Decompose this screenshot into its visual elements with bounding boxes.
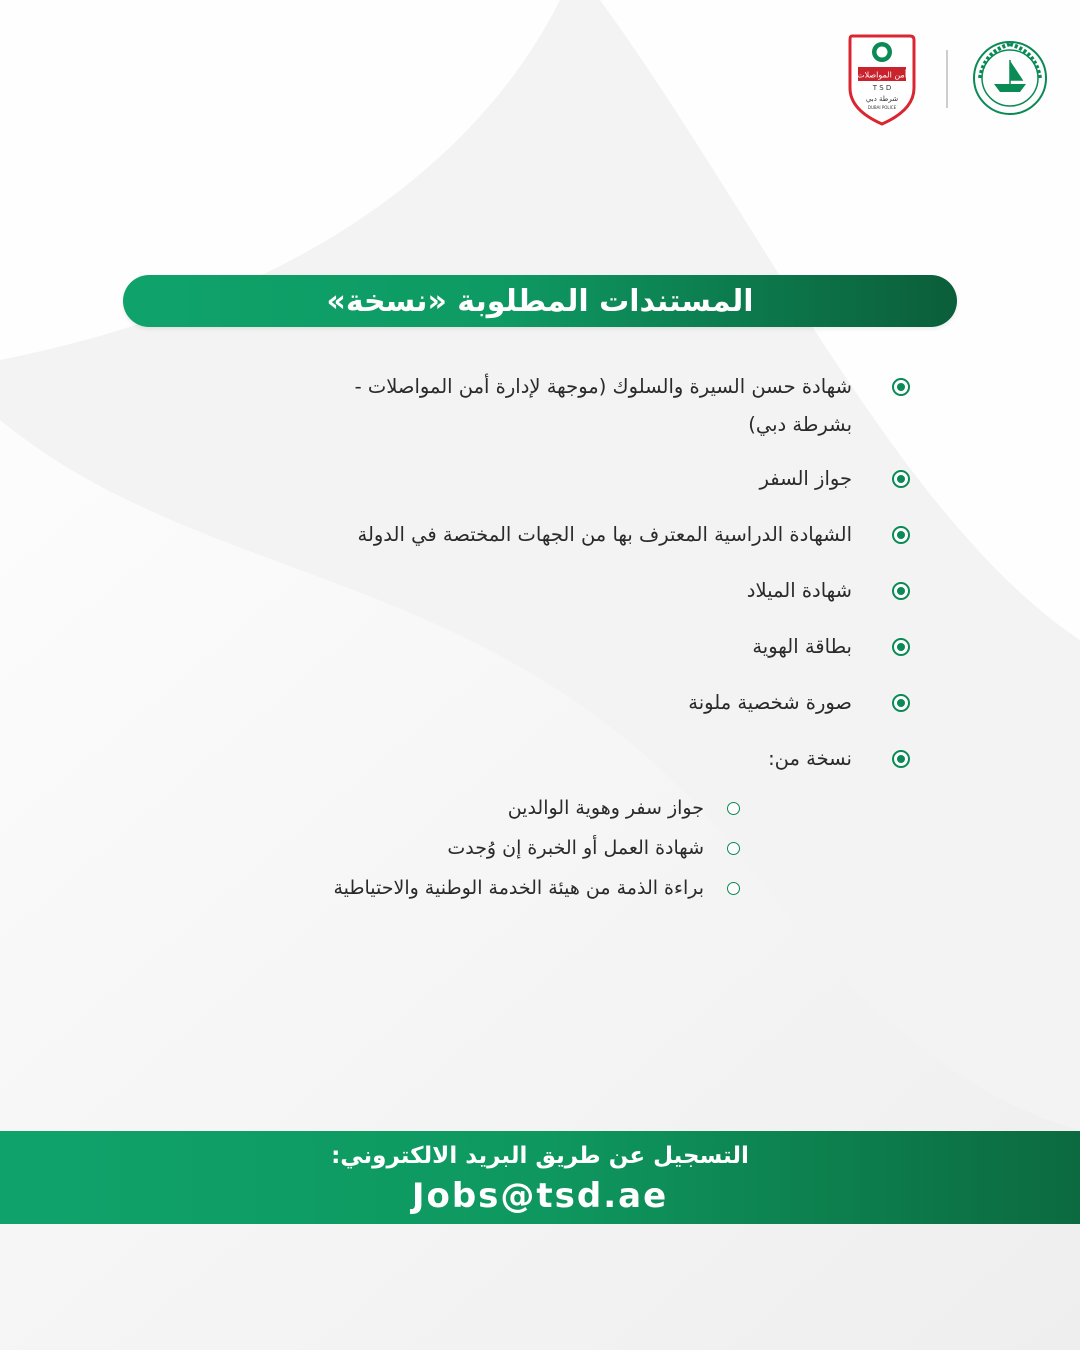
list-item-text: نسخة من: (768, 747, 852, 770)
list-item-text: شهادة الميلاد (746, 579, 852, 602)
list-item-text: جواز السفر (759, 467, 852, 490)
sub-list-item (244, 828, 704, 868)
sub-list-item-text: براءة الذمة من هيئة الخدمة الوطنية والاحتياطية (333, 877, 704, 899)
copies-sublist (244, 788, 704, 908)
sub-list-item (244, 868, 704, 908)
email-link[interactable]: Jobs@tsd.ae (411, 1176, 669, 1216)
svg-text:T S D: T S D (872, 84, 892, 92)
list-item (292, 572, 852, 610)
logos (822, 30, 1062, 130)
list-item-text: صورة شخصية ملونة (688, 691, 852, 714)
svg-text:DUBAI POLICE: DUBAI POLICE (867, 105, 897, 110)
list-item-text: بطاقة الهوية (752, 635, 852, 658)
sub-list-item (244, 788, 704, 828)
footer-label: التسجيل عن طريق البريد الالكتروني: (331, 1143, 749, 1169)
list-item (292, 740, 852, 778)
svg-text:شرطة دبي: شرطة دبي (865, 95, 899, 103)
radio-bullet-icon (892, 378, 910, 396)
sub-list-item-text: شهادة العمل أو الخبرة إن وُجدت (447, 837, 704, 859)
list-item (292, 460, 852, 498)
circle-bullet-icon (727, 802, 740, 815)
documents-list (292, 368, 852, 778)
list-item-text: شهادة حسن السيرة والسلوك (موجهة لإدارة أمن المواصلات - بشرطة دبي) (354, 375, 852, 436)
circle-bullet-icon (727, 882, 740, 895)
list-item (292, 628, 852, 666)
list-item (292, 368, 852, 444)
footer-registration-bar (0, 1131, 1080, 1224)
section-title: المستندات المطلوبة «نسخة» (326, 283, 754, 319)
circle-bullet-icon (727, 842, 740, 855)
svg-text:أمن المواصلات: أمن المواصلات (857, 70, 907, 80)
dubai-police-emblem-logo (974, 42, 1046, 114)
list-item-text: الشهادة الدراسية المعترف بها من الجهات المختصة في الدولة (357, 523, 852, 546)
tsd-shield-logo (850, 36, 914, 124)
radio-bullet-icon (892, 526, 910, 544)
radio-bullet-icon (892, 638, 910, 656)
radio-bullet-icon (892, 470, 910, 488)
section-header-bar (123, 275, 957, 327)
radio-bullet-icon (892, 694, 910, 712)
radio-bullet-icon (892, 750, 910, 768)
radio-bullet-icon (892, 582, 910, 600)
list-item (292, 684, 852, 722)
sub-list-item-text: جواز سفر وهوية الوالدين (507, 797, 704, 819)
list-item (292, 516, 852, 554)
